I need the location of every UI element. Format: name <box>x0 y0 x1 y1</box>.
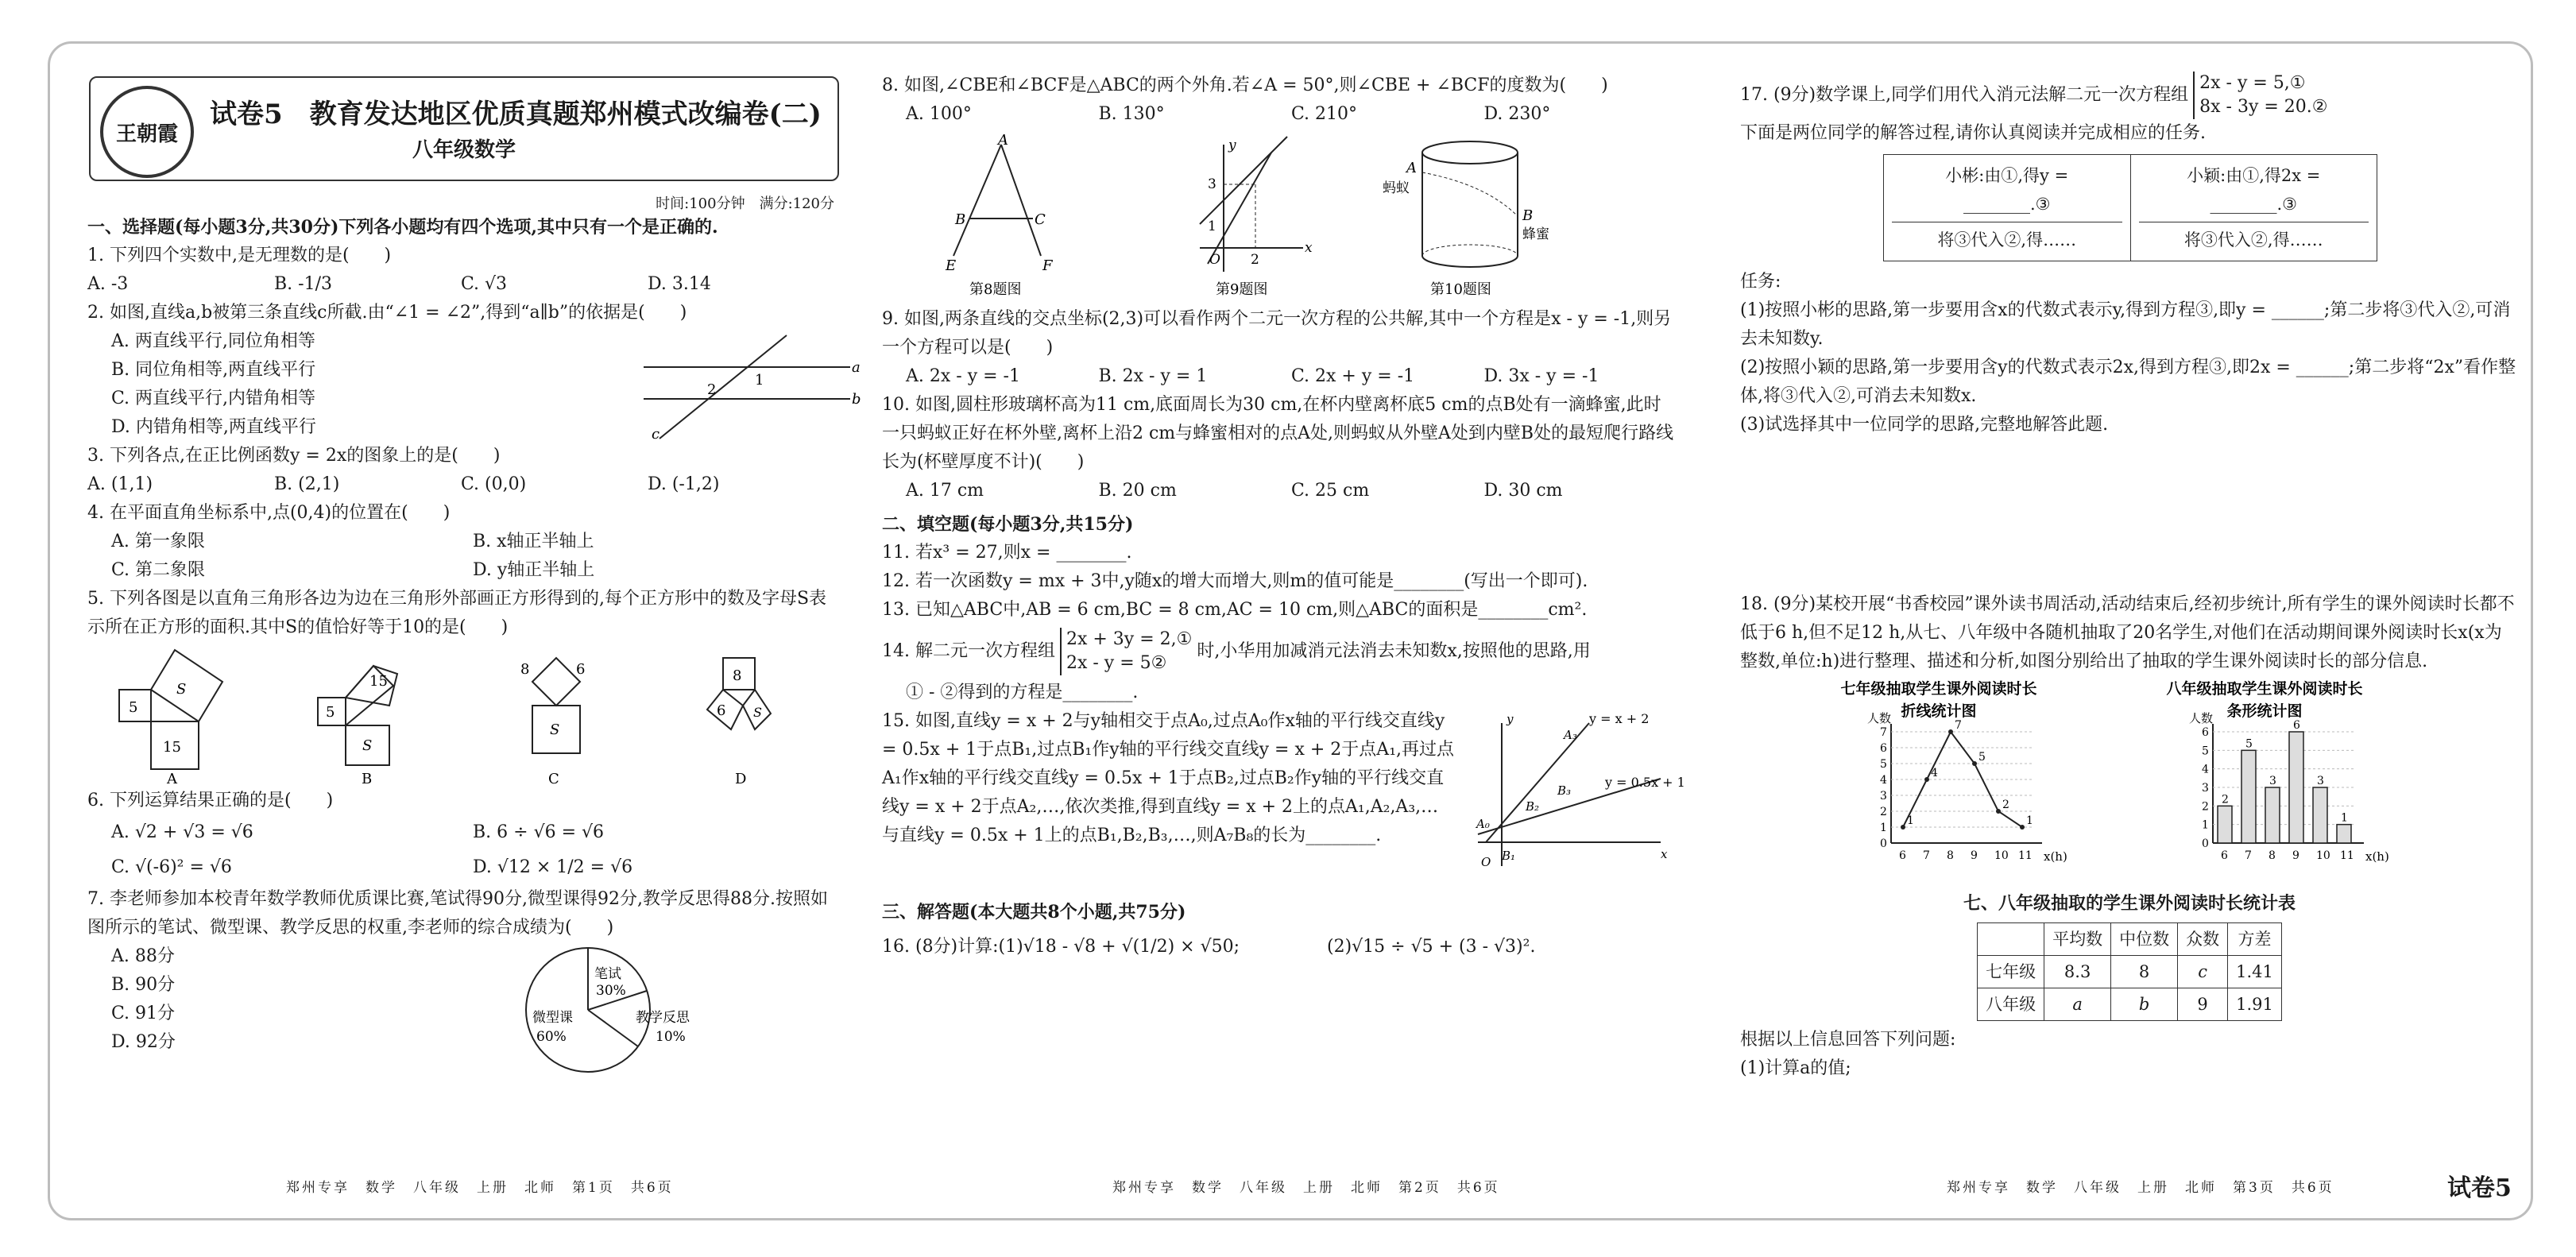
q3-option-c: C. (0,0) <box>461 474 527 494</box>
q8-figure <box>945 132 1054 298</box>
svg-text:b: b <box>852 391 861 408</box>
q17-task-2: (2)按照小颖的思路,第一步要用含y的代数式表示2x,得到方程③,即2x = ______;第二步将“2x”看作整体,将③代入②,可消去未知数x. <box>1740 358 2516 406</box>
q2-option-d: D. 内错角相等,两直线平行 <box>111 417 316 437</box>
data-label: 1 <box>1907 814 1914 827</box>
question-18: 18. (9分)某校开展“书香校园”课外读书周活动,活动结束后,经初步统计,所有学生的课外阅读时长都不低于6 h,但不足12 h,从七、八年级中各随机抽取了20名学生,对他们在活动期间课外阅读时长x(x为整数,单位:h)进行整理、描述和分析,如图分别给出了抽取的学生课外阅读时长的部分信息. <box>1740 594 2515 671</box>
q14-eq2: 2x - y = 5② <box>1066 653 1167 673</box>
y-tick-label: 2 <box>2202 800 2209 814</box>
footer-page-2: 郑州专享 数学 八年级 上册 北师 第2页 共6页 <box>1112 1180 1500 1196</box>
svg-text:C: C <box>1035 211 1046 228</box>
q7-option-b: B. 90分 <box>111 975 176 995</box>
svg-text:y = 0.5x + 1: y = 0.5x + 1 <box>1605 775 1685 790</box>
q17-system <box>2193 72 2327 119</box>
q9-options <box>882 362 1677 391</box>
svg-text:S: S <box>176 681 187 698</box>
svg-text:3: 3 <box>1208 176 1216 192</box>
q17-intro: 下面是两位同学的解答过程,请你认真阅读并完成相应的任务. <box>1740 123 2206 143</box>
y-tick-label: 6 <box>1880 742 1887 755</box>
q1-options <box>87 270 834 299</box>
x-tick-label: 7 <box>2245 849 2252 862</box>
svg-text:1: 1 <box>755 372 764 389</box>
svg-text:B: B <box>955 211 966 228</box>
chart2-title: 八年级抽取学生课外阅读时长 <box>2166 680 2363 698</box>
q1-option-b: B. -1/3 <box>274 274 332 294</box>
q2-option-b: B. 同位角相等,两直线平行 <box>111 360 316 380</box>
data-label: 6 <box>2293 719 2300 732</box>
x-axis-label: x(h) <box>2044 849 2067 864</box>
svg-text:第9题图: 第9题图 <box>1216 281 1268 298</box>
q6-options <box>87 815 834 885</box>
question-2: 2. 如图,直线a,b被第三条直线c所截.由“∠1 = ∠2”,得到“a∥b”的依据是( ) <box>87 303 687 323</box>
svg-text:x: x <box>1661 847 1668 861</box>
page-label: 试卷5 <box>2447 1174 2512 1202</box>
q3-option-a: A. (1,1) <box>87 474 153 494</box>
question-7: 7. 李老师参加本校青年数学教师优质课比赛,笔试得90分,微型课得92分,教学反思得88分.按照如图所示的笔试、微型课、教学反思的权重,李老师的综合成绩为( ) <box>87 889 828 938</box>
x-tick-label: 8 <box>1947 849 1954 862</box>
q18-part1: (1)计算a的值; <box>1740 1058 1851 1078</box>
y-axis-label: 人数 <box>2189 711 2214 725</box>
data-label: 2 <box>2222 793 2229 806</box>
q1-option-a: A. -3 <box>87 274 129 294</box>
q3-option-b: B. (2,1) <box>274 474 340 494</box>
y-tick-label: 6 <box>2202 726 2209 739</box>
q3-option-d: D. (-1,2) <box>648 474 720 494</box>
q10-option-c: C. 25 cm <box>1291 481 1370 501</box>
svg-text:蚂蚁: 蚂蚁 <box>1383 180 1410 196</box>
q6-option-b: B. 6 ÷ √6 = √6 <box>473 822 605 842</box>
pie-label-reflect: 教学反思 <box>636 1010 690 1026</box>
q6-option-d: D. √12 × 1/2 = √6 <box>473 857 633 877</box>
svg-text:B₁: B₁ <box>1502 849 1516 863</box>
pie-pct-reflect: 10% <box>656 1029 686 1045</box>
bar <box>2241 750 2256 843</box>
svg-text:S: S <box>550 721 560 738</box>
x-tick-label: 9 <box>2292 849 2299 862</box>
q14-tail: ① - ②得到的方程是________. <box>906 683 1139 702</box>
data-point <box>1901 825 1905 830</box>
y-tick-label: 1 <box>2202 818 2209 832</box>
question-6: 6. 下列运算结果正确的是( ) <box>87 791 334 810</box>
q10-figure <box>1383 141 1549 298</box>
q5-label-d: D <box>735 771 747 787</box>
x-tick-label: 6 <box>1899 849 1906 862</box>
brand-logo: 王朝霞 <box>100 86 194 178</box>
svg-text:B₃: B₃ <box>1557 783 1572 798</box>
q4-options <box>87 528 834 585</box>
q1-option-d: D. 3.14 <box>648 274 711 294</box>
chart1-title: 七年级抽取学生课外阅读时长 <box>1840 680 2037 698</box>
data-label: 1 <box>2341 811 2348 825</box>
q5-figures <box>87 642 834 787</box>
question-4: 4. 在平面直角坐标系中,点(0,4)的位置在( ) <box>87 503 451 523</box>
bar-chart <box>2189 711 2389 864</box>
q14-eq1: 2x + 3y = 2,① <box>1066 629 1193 649</box>
exam-subtitle: 八年级数学 <box>412 138 516 162</box>
y-tick-label: 3 <box>2202 782 2209 795</box>
svg-text:O: O <box>1481 855 1491 869</box>
q15-figure <box>1470 707 1685 882</box>
svg-text:c: c <box>652 426 660 443</box>
y-tick-label: 2 <box>1880 806 1887 818</box>
question-12: 12. 若一次函数y = mx + 3中,y随x的增大而增大,则m的值可能是________(写出一个即可). <box>882 571 1588 591</box>
q6-option-c: C. √(-6)² = √6 <box>111 857 232 877</box>
svg-text:y: y <box>1228 137 1236 153</box>
q2-option-c: C. 两直线平行,内错角相等 <box>111 389 316 408</box>
y-tick-label: 7 <box>1880 726 1887 739</box>
q2-block <box>87 327 861 443</box>
question-11: 11. 若x³ = 27,则x = ________. <box>882 543 1132 563</box>
bar <box>2289 732 2303 843</box>
y-tick-label: 4 <box>2202 763 2209 776</box>
x-tick-label: 10 <box>1994 849 2009 862</box>
q5-label-b: B <box>362 771 373 787</box>
svg-text:x: x <box>1305 240 1313 256</box>
svg-text:8: 8 <box>520 661 530 678</box>
q9-figure <box>1200 137 1313 298</box>
q10-option-d: D. 30 cm <box>1483 481 1563 501</box>
bar <box>2218 806 2232 843</box>
svg-text:y: y <box>1507 712 1514 726</box>
y-tick-label: 1 <box>1880 822 1887 834</box>
data-point <box>1996 809 2001 814</box>
q16-part2: (2)√15 ÷ √5 + (3 - √3)². <box>1327 937 1536 957</box>
y-tick-label: 5 <box>1880 758 1887 771</box>
x-tick-label: 10 <box>2316 849 2330 862</box>
question-15: 15. 如图,直线y = x + 2与y轴相交于点A₀,过点A₀作x轴的平行线交直线y = 0.5x + 1于点B₁,过点B₁作y轴的平行线交直线y = x + 2于点A₁,再过点A₁作x轴的平行线交直线y = 0.5x + 1于点B₂,过点B₂作y轴的平行线交直线y = x + 2于点A₂,…,依次类推,得到直线y = x + 2上的点A₁,A₂,A₃,…与直线y = 0.5x + 1上的点B₁,B₂,B₃,…,则A₇B₈的长为________. <box>882 711 1455 845</box>
table-row: 八年级 a b 9 1.91 <box>1978 988 2282 1021</box>
svg-text:A₃: A₃ <box>1564 728 1577 742</box>
q18-ask: 根据以上信息回答下列问题: <box>1740 1030 1956 1050</box>
svg-text:5: 5 <box>326 704 335 721</box>
svg-text:A: A <box>1406 160 1417 176</box>
svg-text:蜂蜜: 蜂蜜 <box>1522 226 1549 242</box>
q4-option-d: D. y轴正半轴上 <box>473 560 595 580</box>
column-2 <box>882 72 1685 961</box>
svg-text:6: 6 <box>576 661 586 678</box>
svg-text:O: O <box>1209 252 1220 268</box>
q7-option-d: D. 92分 <box>111 1032 176 1052</box>
section-3-title: 三、解答题(本大题共8个小题,共75分) <box>882 902 1186 922</box>
data-point <box>1924 777 1929 782</box>
chart1-subtitle: 折线统计图 <box>1901 702 1977 720</box>
q7-options <box>111 942 176 1057</box>
svg-text:8: 8 <box>733 667 742 684</box>
section-2-title: 二、填空题(每小题3分,共15分) <box>882 514 1134 535</box>
q3-options <box>87 470 834 499</box>
q17-task-3: (3)试选择其中一位同学的思路,完整地解答此题. <box>1740 415 2109 435</box>
q17-answer-box <box>1883 154 2377 261</box>
y-tick-label: 3 <box>1880 790 1887 803</box>
pie-pct-written: 30% <box>596 983 626 999</box>
q17-eq2: 8x - 3y = 20.② <box>2199 97 2328 117</box>
q8-option-d: D. 230° <box>1483 104 1551 124</box>
bar <box>2313 787 2327 843</box>
q9-option-d: D. 3x - y = -1 <box>1483 366 1599 386</box>
q16-part1: 16. (8分)计算:(1)√18 - √8 + √(1/2) × √50; <box>882 937 1240 957</box>
svg-text:15: 15 <box>163 739 181 756</box>
x-tick-label: 9 <box>1971 849 1978 862</box>
svg-text:2: 2 <box>1251 252 1259 268</box>
y-tick-label: 0 <box>1880 837 1887 850</box>
q8-options <box>882 100 1677 129</box>
exam-meta: 时间:100分钟 满分:120分 <box>656 195 834 212</box>
q17-box-right: 小颖:由①,得2x = ________.③ 将③代入②,得…… <box>2131 155 2377 261</box>
q10-option-b: B. 20 cm <box>1098 481 1177 501</box>
table-header-row: 平均数 中位数 众数 方差 <box>1978 923 2282 956</box>
x-tick-label: 6 <box>2221 849 2228 862</box>
svg-text:5: 5 <box>129 699 138 716</box>
question-1: 1. 下列四个实数中,是无理数的是( ) <box>87 246 392 265</box>
svg-text:第8题图: 第8题图 <box>969 281 1022 298</box>
svg-text:E: E <box>946 257 957 274</box>
pie-label-written: 笔试 <box>594 966 621 982</box>
y-axis-label: 人数 <box>1867 711 1892 725</box>
q6-option-a: A. √2 + √3 = √6 <box>111 822 253 842</box>
bar <box>2265 787 2280 843</box>
y-tick-label: 4 <box>1880 774 1887 787</box>
q17-eq1: 2x - y = 5,① <box>2199 73 2306 93</box>
q9-option-a: A. 2x - y = -1 <box>906 366 1020 386</box>
data-label: 5 <box>1978 751 1986 764</box>
svg-text:A₀: A₀ <box>1476 817 1490 831</box>
q10-options <box>882 477 1677 505</box>
data-label: 5 <box>2245 737 2253 751</box>
svg-text:B₂: B₂ <box>1526 799 1540 814</box>
pie-label-micro: 微型课 <box>532 1010 573 1026</box>
q4-option-c: C. 第二象限 <box>111 560 206 580</box>
q9-option-c: C. 2x + y = -1 <box>1291 366 1415 386</box>
svg-text:第10题图: 第10题图 <box>1430 281 1491 298</box>
question-16 <box>882 933 1677 961</box>
data-point <box>1948 729 1953 734</box>
q8-option-c: C. 210° <box>1291 104 1358 124</box>
exam-header <box>89 76 839 181</box>
section-1-title: 一、选择题(每小题3分,共30分)下列各小题均有四个选项,其中只有一个是正确的. <box>87 217 718 238</box>
svg-text:2: 2 <box>707 381 717 398</box>
data-point <box>2020 825 2025 830</box>
q17-task-label: 任务: <box>1740 272 1781 292</box>
question-13: 13. 已知△ABC中,AB = 6 cm,BC = 8 cm,AC = 10 cm,则△ABC的面积是________cm². <box>882 600 1588 620</box>
q14-prefix: 14. 解二元一次方程组 <box>882 641 1055 661</box>
q17-box-left: 小彬:由①,得y = ________.③ 将③代入②,得…… <box>1884 155 2131 261</box>
x-axis-label: x(h) <box>2365 849 2389 864</box>
line-chart <box>1867 711 2067 864</box>
svg-text:S: S <box>362 737 373 754</box>
svg-text:S: S <box>753 705 762 720</box>
svg-text:15: 15 <box>369 673 388 690</box>
q7-option-a: A. 88分 <box>111 946 175 966</box>
x-tick-label: 11 <box>2340 849 2354 862</box>
question-14 <box>882 628 1677 675</box>
data-label: 2 <box>2002 799 2009 811</box>
q7-option-c: C. 91分 <box>111 1004 176 1023</box>
bar <box>2337 825 2351 843</box>
q2-option-a: A. 两直线平行,同位角相等 <box>111 331 315 351</box>
exam-title: 试卷5 教育发达地区优质真题郑州模式改编卷(二) <box>210 99 822 130</box>
x-tick-label: 7 <box>1923 849 1930 862</box>
svg-text:B: B <box>1522 207 1534 224</box>
q17-prefix: 17. (9分)数学课上,同学们用代入消元法解二元一次方程组 <box>1740 85 2189 105</box>
q14-system <box>1060 628 1192 675</box>
q8-q10-figures <box>882 129 1677 296</box>
question-3: 3. 下列各点,在正比例函数y = 2x的图象上的是( ) <box>87 446 501 466</box>
q1-option-c: C. √3 <box>461 274 508 294</box>
q15-block <box>882 707 1685 898</box>
pie-pct-micro: 60% <box>536 1029 567 1045</box>
svg-text:F: F <box>1042 257 1053 274</box>
svg-text:1: 1 <box>1208 219 1216 234</box>
question-9: 9. 如图,两条直线的交点坐标(2,3)可以看作两个二元一次方程的公共解,其中一个方程是x - y = -1,则另一个方程可以是( ) <box>882 309 1672 358</box>
table-title: 七、八年级抽取的学生课外阅读时长统计表 <box>1963 893 2296 914</box>
question-8: 8. 如图,∠CBE和∠BCF是△ABC的两个外角.若∠A = 50°,则∠CBE + ∠BCF的度数为( ) <box>882 75 1608 95</box>
question-10: 10. 如图,圆柱形玻璃杯高为11 cm,底面周长为30 cm,在杯内壁离杯底5 cm的点B处有一滴蜂蜜,此时一只蚂蚁正好在杯外壁,离杯上沿2 cm与蜂蜜相对的点A处,则蚂蚁从外壁A处到内壁B处的最短爬行路线长为(杯壁厚度不计)( ) <box>882 395 1674 472</box>
q5-label-a: A <box>167 771 177 787</box>
svg-text:A: A <box>998 132 1008 149</box>
q2-figure <box>628 327 866 442</box>
y-tick-label: 0 <box>2202 837 2209 850</box>
stats-table <box>1977 922 2282 1021</box>
q8-option-a: A. 100° <box>906 104 972 124</box>
svg-text:6: 6 <box>717 702 726 719</box>
x-tick-label: 11 <box>2018 849 2033 862</box>
q2-options <box>111 327 316 442</box>
column-1 <box>87 213 861 1077</box>
q14-suffix: 时,小华用加减消元法消去未知数x,按照他的思路,用 <box>1197 641 1591 661</box>
q4-option-b: B. x轴正半轴上 <box>473 532 594 551</box>
svg-text:a: a <box>852 359 861 376</box>
y-tick-label: 5 <box>2202 745 2209 758</box>
q18-charts <box>1740 676 2519 875</box>
svg-text:y = x + 2: y = x + 2 <box>1589 711 1650 726</box>
column-3 <box>1740 72 2519 1083</box>
data-label: 3 <box>2269 775 2276 787</box>
table-row: 七年级 8.3 8 c 1.41 <box>1978 956 2282 988</box>
q5-label-c: C <box>548 771 559 787</box>
x-tick-label: 8 <box>2269 849 2276 862</box>
data-label: 3 <box>2317 775 2324 787</box>
q9-option-b: B. 2x - y = 1 <box>1098 366 1208 386</box>
question-5: 5. 下列各图是以直角三角形各边为边在三角形外部画正方形得到的,每个正方形中的数及字母S表示所在正方形的面积.其中S的值恰好等于10的是( ) <box>87 589 827 637</box>
q7-pie-chart <box>516 942 723 1077</box>
chart2-subtitle: 条形统计图 <box>2226 702 2303 720</box>
data-label: 4 <box>1931 767 1938 779</box>
footer-page-1: 郑州专享 数学 八年级 上册 北师 第1页 共6页 <box>286 1180 674 1196</box>
data-point <box>1972 761 1977 766</box>
question-17 <box>1740 72 2519 119</box>
data-label: 7 <box>1955 719 1962 732</box>
q17-task-1: (1)按照小彬的思路,第一步要用含x的代数式表示y,得到方程③,即y = ______;第二步将③代入②,可消去未知数y. <box>1740 300 2511 349</box>
data-label: 1 <box>2026 814 2033 827</box>
q10-option-a: A. 17 cm <box>906 481 984 501</box>
q8-option-b: B. 130° <box>1098 104 1165 124</box>
q4-option-a: A. 第一象限 <box>111 532 205 551</box>
q7-block <box>87 942 834 1077</box>
footer-page-3: 郑州专享 数学 八年级 上册 北师 第3页 共6页 <box>1947 1180 2334 1196</box>
